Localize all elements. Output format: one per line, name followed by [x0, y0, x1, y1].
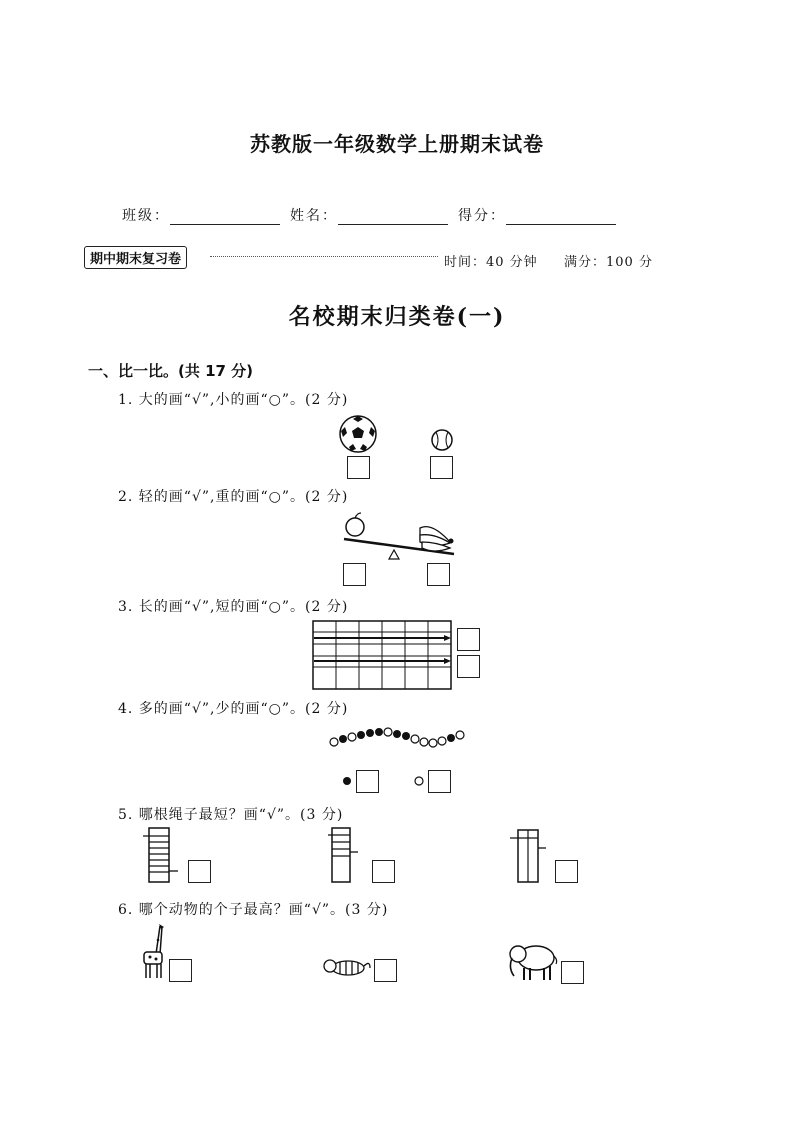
comparison-grid-icon: [312, 620, 454, 692]
page-title: 苏教版一年级数学上册期末试卷: [250, 132, 544, 156]
answer-box[interactable]: [188, 860, 211, 883]
section-heading: 一、比一比。(共 17 分): [88, 362, 254, 380]
paper-subtitle: 名校期末归类卷(一): [288, 304, 506, 330]
seesaw-apple-banana-icon: [336, 508, 466, 564]
question-5: 5. 哪根绳子最短？画“√”。(3 分): [118, 807, 344, 823]
bead-string-icon: [328, 728, 468, 756]
white-bead-icon: [414, 776, 424, 786]
question-2: 2. 轻的画“√”,重的画“○”。(2 分): [118, 489, 349, 505]
question-4: 4. 多的画“√”,少的画“○”。(2 分): [118, 701, 349, 717]
class-label: 班级：: [122, 208, 170, 224]
rope-c-icon: [508, 826, 548, 888]
answer-box[interactable]: [343, 563, 366, 586]
question-1: 1. 大的画“√”,小的画“○”。(2 分): [118, 392, 349, 408]
answer-box[interactable]: [555, 860, 578, 883]
class-field: [122, 205, 280, 225]
rope-a-icon: [140, 826, 180, 886]
answer-box[interactable]: [430, 456, 453, 479]
answer-box[interactable]: [427, 563, 450, 586]
baseball-icon: [430, 428, 454, 452]
review-tag: 期中期末复习卷: [84, 246, 187, 269]
black-bead-icon: [342, 776, 352, 786]
score-field: [458, 205, 616, 225]
name-field: [290, 205, 448, 225]
giraffe-icon: [138, 920, 170, 982]
elephant-icon: [504, 940, 558, 982]
score-label: 得分：: [458, 208, 506, 224]
answer-box[interactable]: [428, 770, 451, 793]
dotted-divider: [210, 256, 438, 257]
name-blank[interactable]: [338, 210, 448, 225]
score-blank[interactable]: [506, 210, 616, 225]
tiger-icon: [322, 956, 372, 980]
question-3: 3. 长的画“√”,短的画“○”。(2 分): [118, 599, 349, 615]
soccer-ball-icon: [338, 414, 378, 454]
answer-box[interactable]: [457, 655, 480, 678]
rope-b-icon: [326, 826, 362, 886]
time-limit: 时间：40 分钟: [444, 255, 538, 270]
answer-box[interactable]: [372, 860, 395, 883]
answer-box[interactable]: [457, 628, 480, 651]
class-blank[interactable]: [170, 210, 280, 225]
answer-box[interactable]: [347, 456, 370, 479]
answer-box[interactable]: [356, 770, 379, 793]
question-6: 6. 哪个动物的个子最高？画“√”。(3 分): [118, 902, 389, 918]
answer-box[interactable]: [374, 959, 397, 982]
answer-box[interactable]: [169, 959, 192, 982]
full-score: 满分：100 分: [564, 255, 653, 270]
answer-box[interactable]: [561, 961, 584, 984]
name-label: 姓名：: [290, 208, 338, 224]
